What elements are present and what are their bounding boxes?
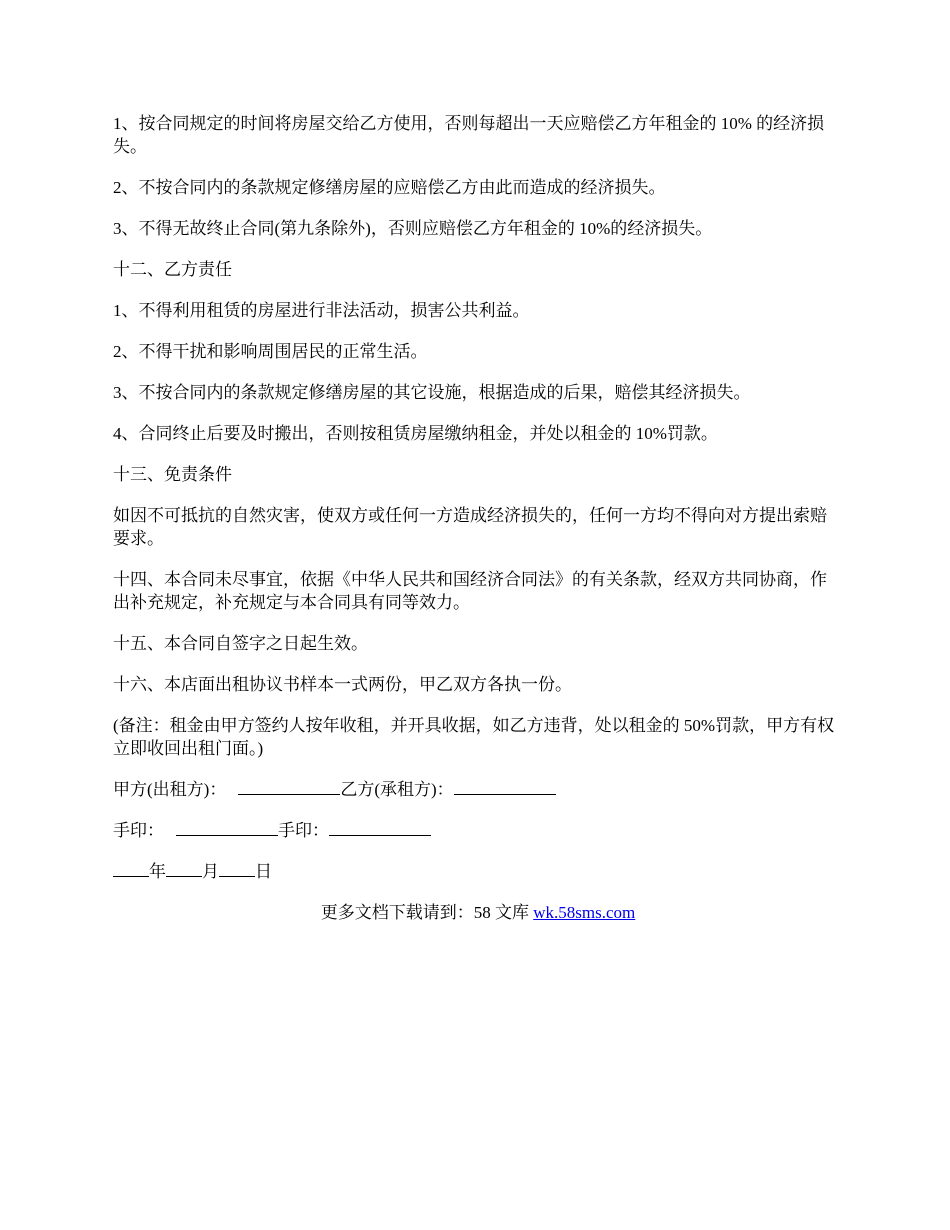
clause-12-item-2: 2、不得干扰和影响周围居民的正常生活。 [113,342,428,361]
clause-11-item-3: 3、不得无故终止合同(第九条除外)，否则应赔偿乙方年租金的 10%的经济损失。 [113,219,713,238]
handprint-b-blank [329,819,431,836]
document-page [113,112,843,924]
clause-12-item-1: 1、不得利用租赁的房屋进行非法活动，损害公共利益。 [113,301,530,320]
clause-14-text: 十四、本合同未尽事宜，依据《中华人民共和国经济合同法》的有关条款，经双方共同协商，作出补充规定，补充规定与本合同具有同等效力。 [113,570,827,612]
date-line [113,860,843,883]
handprint-a-blank [176,819,278,836]
year-blank [113,860,149,877]
year-label: 年 [149,862,166,881]
footer-link[interactable]: wk.58sms.com [533,903,636,922]
clause-11-item-2: 2、不按合同内的条款规定修缮房屋的应赔偿乙方由此而造成的经济损失。 [113,178,666,197]
clause-12-item-3: 3、不按合同内的条款规定修缮房屋的其它设施，根据造成的后果，赔偿其经济损失。 [113,383,751,402]
signature-parties-line [113,778,843,801]
party-a-label: 甲方(出租方)： [113,780,227,799]
clause-16-text: 十六、本店面出租协议书样本一式两份，甲乙双方各执一份。 [113,675,572,694]
clause-11-item-1: 1、按合同规定的时间将房屋交给乙方使用，否则每超出一天应赔偿乙方年租金的 10% 的经济损失。 [113,114,825,156]
clause-15-text: 十五、本合同自签字之日起生效。 [113,634,368,653]
day-blank [219,860,255,877]
clause-13-text: 如因不可抵抗的自然灾害，使双方或任何一方造成经济损失的，任何一方均不得向对方提出索赔要求。 [113,506,827,548]
party-b-signature-blank [454,778,556,795]
handprint-label-a: 手印： [113,821,164,840]
remark-note: (备注：租金由甲方签约人按年收租，并开具收据，如乙方违背，处以租金的 50%罚款，甲方有权立即收回出租门面。) [113,716,835,758]
handprint-line [113,819,843,842]
section-heading-12: 十二、乙方责任 [113,260,232,279]
footer [113,901,843,924]
section-heading-13: 十三、免责条件 [113,465,232,484]
day-label: 日 [255,862,272,881]
month-label: 月 [202,862,219,881]
clause-12-item-4: 4、合同终止后要及时搬出，否则按租赁房屋缴纳租金，并处以租金的 10%罚款。 [113,424,718,443]
party-a-signature-blank [238,778,340,795]
footer-text: 更多文档下载请到：58 文库 [320,903,534,922]
handprint-label-b: 手印： [278,821,329,840]
month-blank [166,860,202,877]
party-b-label: 乙方(承租方)： [340,780,454,799]
